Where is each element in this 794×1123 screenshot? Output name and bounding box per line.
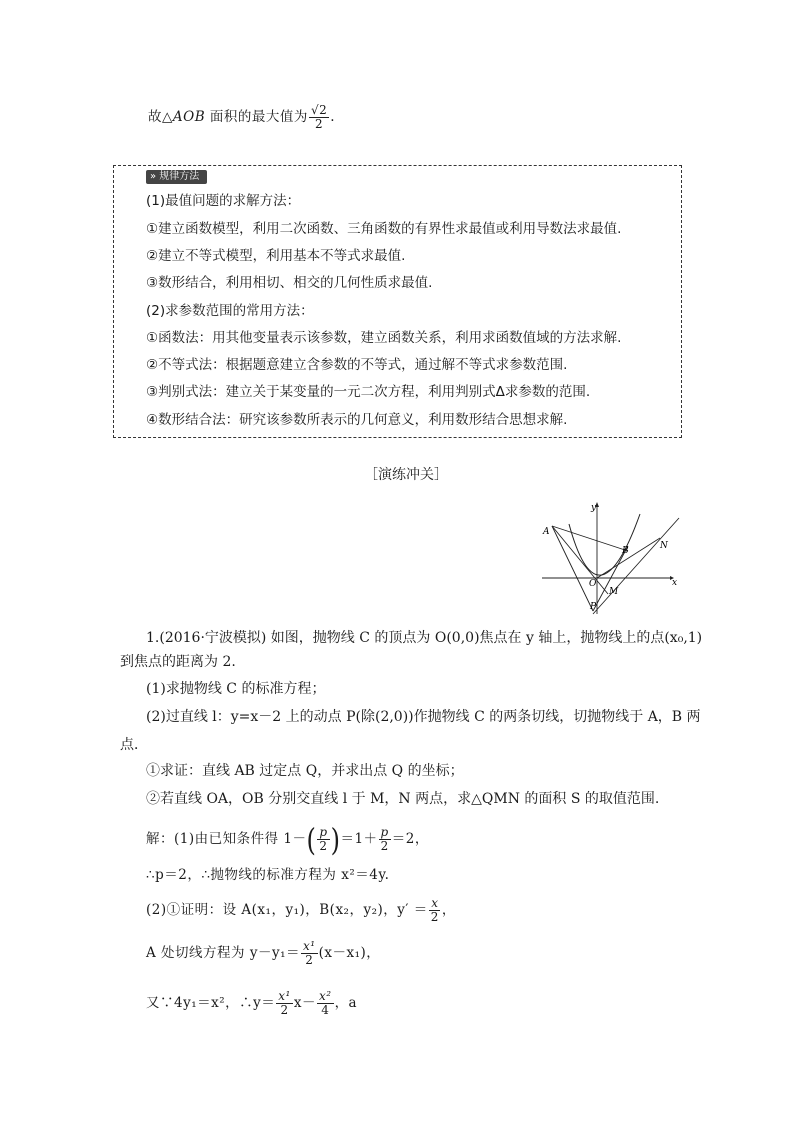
label-p: P <box>590 602 597 612</box>
method-line-4: ③数形结合，利用相切、相交的几何性质求最值. <box>146 275 433 291</box>
fraction-numerator: x <box>431 896 439 910</box>
parabola-figure <box>536 496 686 618</box>
method-line-1: (1)最值问题的求解方法： <box>146 193 301 209</box>
solution-line-1 <box>146 821 429 858</box>
label-b: B <box>622 546 629 556</box>
parabola-curve <box>569 514 640 575</box>
solution-4-prefix: A 处切线方程为 y－y₁＝ <box>146 945 300 961</box>
solution-1-mid: ＝1＋ <box>340 831 378 847</box>
fraction-numerator: x² <box>318 989 332 1003</box>
p-over-2-fraction-2 <box>379 826 391 853</box>
problem-q1: (1)求抛物线 C 的标准方程； <box>146 681 326 697</box>
tangent-slope-fraction <box>301 940 318 967</box>
fraction-denominator: 2 <box>430 910 439 924</box>
problem-q2-line-a: (2)过直线 l：y=x－2 上的动点 P(除(2,0))作抛物线 C 的两条切线，切抛物线于 A，B 两 <box>146 709 701 725</box>
method-line-8: ③判别式法：建立关于某变量的一元二次方程，利用判别式Δ求参数的范围. <box>146 384 591 400</box>
problem-line-1: 1.(2016·宁波模拟) 如图，抛物线 C 的顶点为 O(0,0)焦点在 y 轴上，抛物线上的点(x₀,1) <box>146 630 703 646</box>
fraction-numerator: √2 <box>310 103 328 117</box>
solution-5-prefix: 又∵4y₁＝x²，∴y＝ <box>146 995 276 1011</box>
solution-3-prefix: (2)①证明：设 A(x₁，y₁)，B(x₂，y₂)，y′ ＝ <box>146 902 428 918</box>
fraction-denominator: 2 <box>280 1003 289 1017</box>
fraction-denominator: 2 <box>315 117 324 131</box>
solution-line-5 <box>146 990 357 1017</box>
solution-5-end: ，a <box>334 995 358 1011</box>
method-line-3: ②建立不等式模型，利用基本不等式求最值. <box>146 248 406 264</box>
fraction-numerator: p <box>380 825 389 839</box>
max-area-fraction <box>309 104 329 131</box>
method-line-9: ④数形结合法：研究该参数所表示的几何意义，利用数形结合思想求解. <box>146 412 568 428</box>
x-over-2-fraction <box>429 897 441 924</box>
method-line-5: (2)求参数范围的常用方法： <box>146 303 314 319</box>
problem-q2-part-2: ②若直线 OA，OB 分别交直线 l 于 M，N 两点，求△QMN 的面积 S 的取值范围. <box>146 791 660 807</box>
left-paren: ( <box>306 821 317 858</box>
method-badge: » 规律方法 <box>146 170 207 184</box>
conclusion-prefix: 故△ <box>148 109 173 125</box>
fraction-numerator: p <box>319 825 328 839</box>
fraction-numerator: x¹ <box>278 989 291 1003</box>
solution-line-2: ∴p＝2，∴抛物线的标准方程为 x²＝4y. <box>146 867 390 883</box>
fraction-denominator: 4 <box>321 1003 330 1017</box>
triangle-aob: AOB <box>172 109 206 125</box>
solution-line-4 <box>146 940 380 967</box>
label-n: N <box>660 541 668 551</box>
label-x: x <box>672 578 678 588</box>
solution-5-mid: x－ <box>293 995 316 1011</box>
method-line-2: ①建立函数模型，利用二次函数、三角函数的有界性求最值或利用导数法求最值. <box>146 221 622 237</box>
chord-ab <box>552 526 628 551</box>
line-l <box>593 518 679 614</box>
fraction-denominator: 2 <box>380 839 389 853</box>
p-over-2-fraction <box>317 826 329 853</box>
problem-q2-line-b: 点． <box>120 737 148 753</box>
tangent-fraction-2 <box>317 990 334 1017</box>
conclusion-end: . <box>330 109 336 125</box>
solution-1-end: ＝2， <box>391 831 429 847</box>
problem-q2-part-1: ①求证：直线 AB 过定点 Q，并求出点 Q 的坐标； <box>146 763 464 779</box>
conclusion-line <box>148 104 335 131</box>
conclusion-mid: 面积的最大值为 <box>205 109 308 125</box>
solution-1-prefix: 解：(1)由已知条件得 1－ <box>146 831 307 847</box>
label-y: y <box>591 503 597 513</box>
solution-4-end: (x－x₁)， <box>318 945 381 961</box>
label-m: M <box>609 587 619 597</box>
right-paren: ) <box>330 821 341 858</box>
problem-line-2: 到焦点的距离为 2. <box>120 654 236 670</box>
fraction-numerator: x¹ <box>303 939 316 953</box>
method-line-6: ①函数法：用其他变量表示该参数，建立函数关系，利用求函数值域的方法求解. <box>146 330 622 346</box>
tangent-fraction-1 <box>276 990 293 1017</box>
section-title: ［演练冲关］ <box>364 467 448 483</box>
method-badge-label: 规律方法 <box>159 171 200 182</box>
solution-line-3 <box>146 897 456 924</box>
label-o: O <box>589 579 597 589</box>
fraction-denominator: 2 <box>305 953 314 967</box>
solution-3-end: ， <box>441 902 456 918</box>
method-line-7: ②不等式法：根据题意建立含参数的不等式，通过解不等式求参数范围. <box>146 357 568 373</box>
label-a: A <box>543 527 550 537</box>
fraction-denominator: 2 <box>319 839 328 853</box>
